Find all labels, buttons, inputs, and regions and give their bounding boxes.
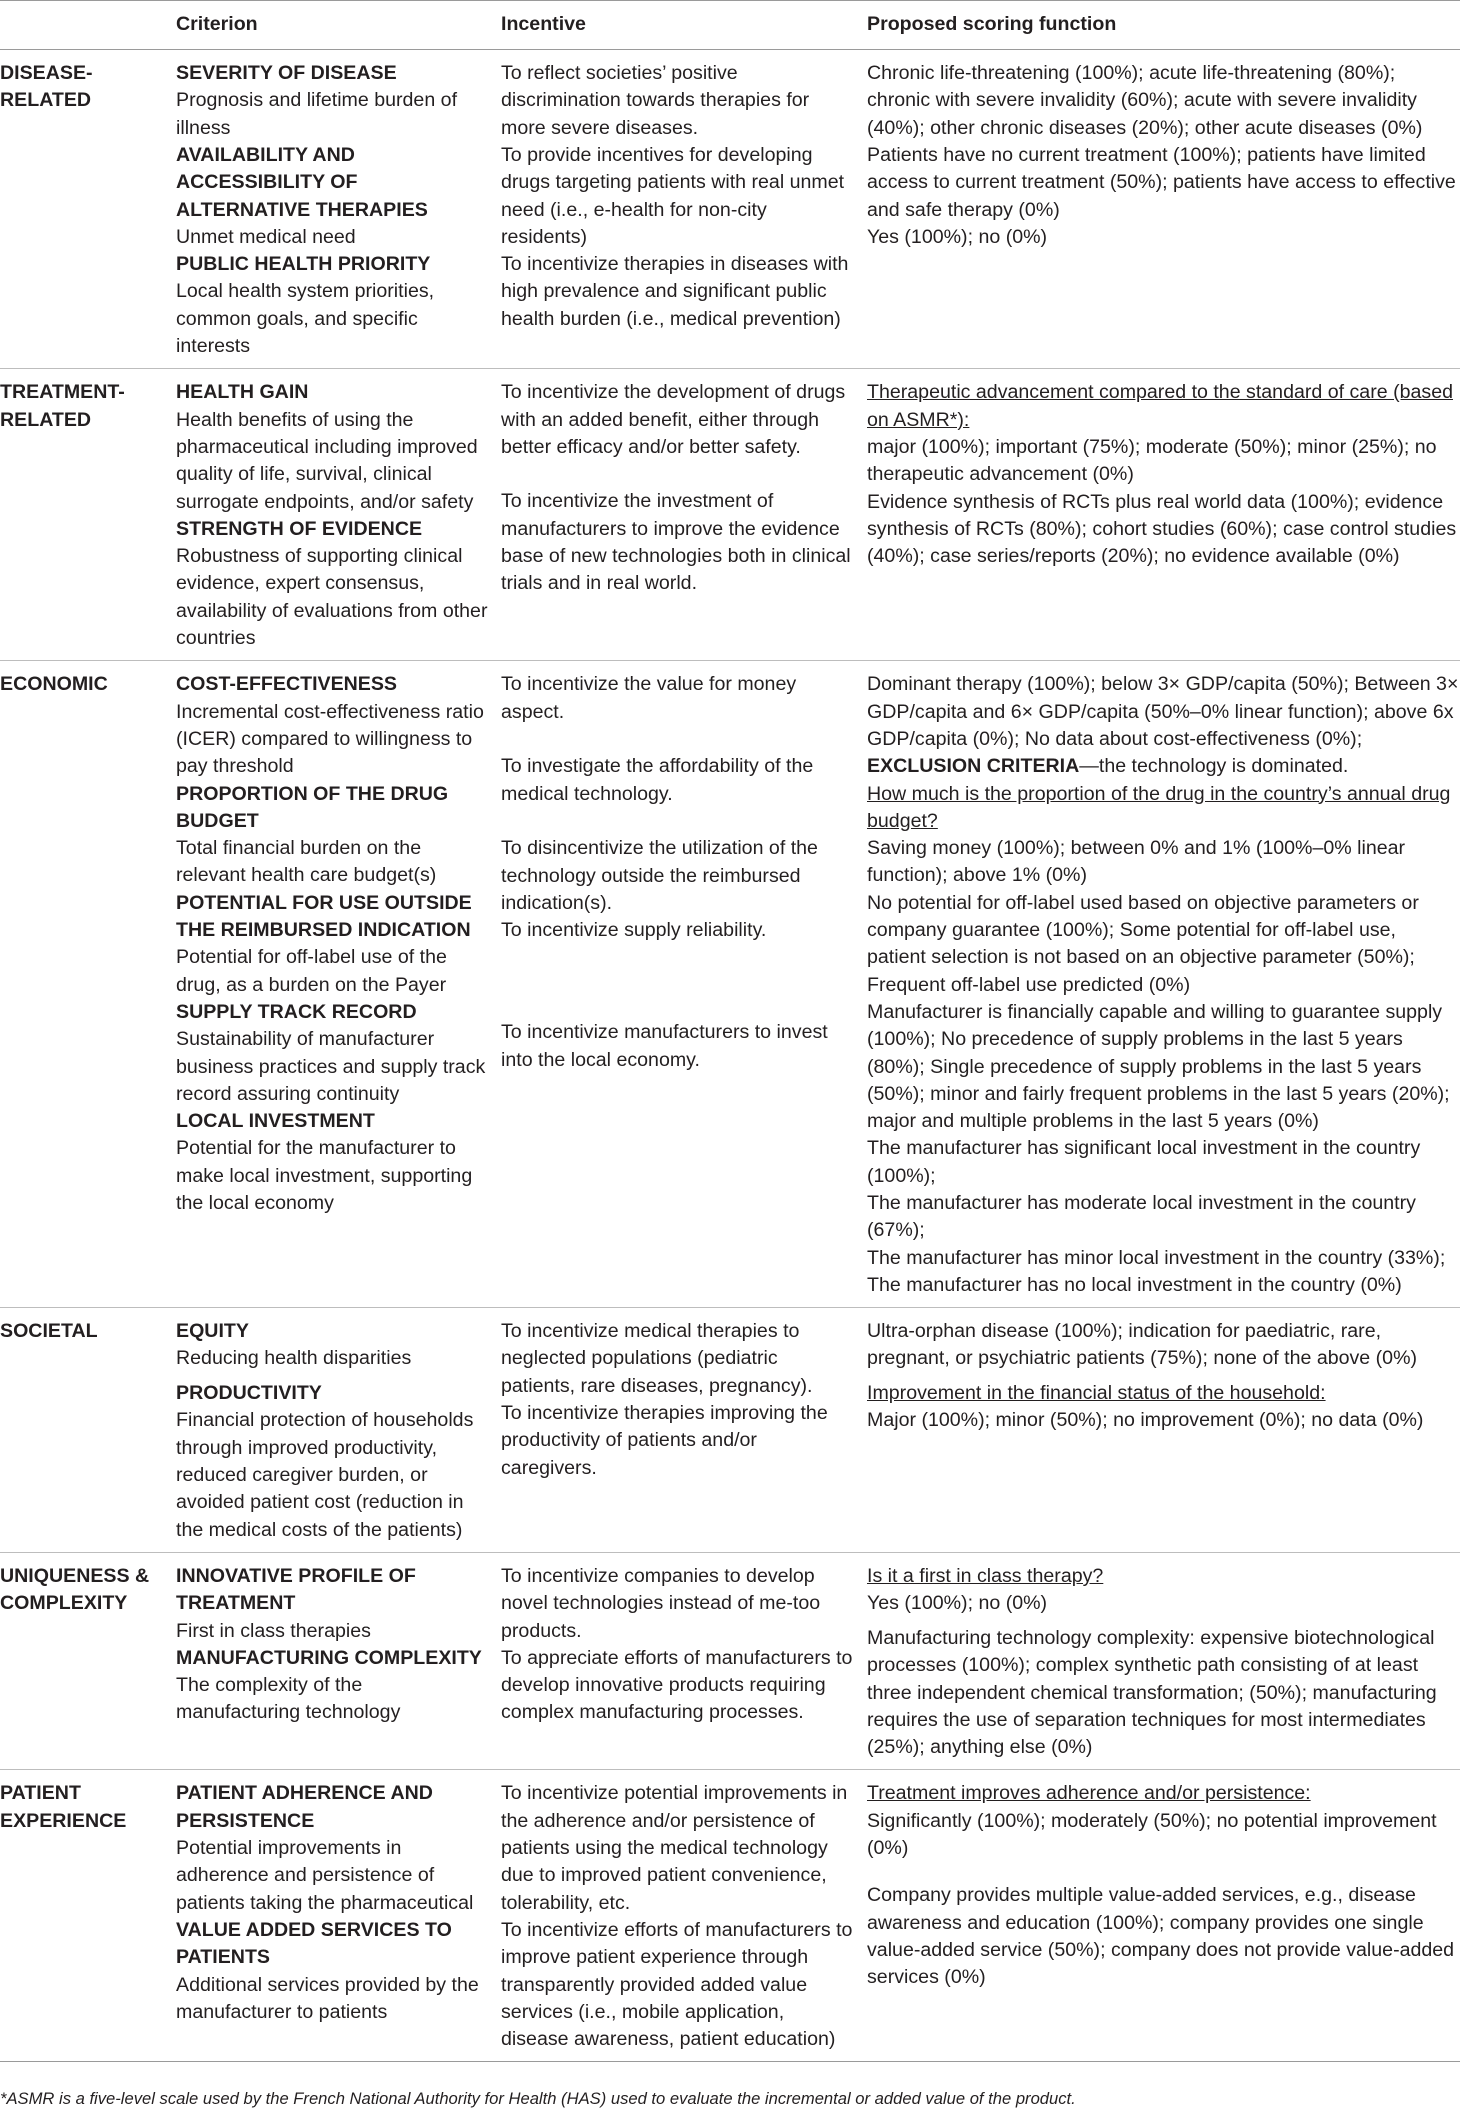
scoring-item — [867, 1135, 1460, 1299]
criterion-name: STRENGTH OF EVIDENCE — [176, 517, 423, 540]
scoring-text: Saving money (100%); between 0% and 1% (100%–0% linear function); above 1% (0%) — [867, 837, 1406, 887]
criterion-cell — [176, 50, 501, 369]
criterion-name: PROPORTION OF THE DRUG BUDGET — [176, 782, 449, 832]
criterion-item — [176, 516, 501, 652]
scoring-item — [867, 1882, 1460, 1991]
incentive-text: To appreciate efforts of manufacturers to develop innovative products requiring complex manufacturing processes. — [501, 1646, 853, 1724]
incentive-text: To incentivize therapies in diseases with high prevalence and significant public health burden (i.e., medical prevention) — [501, 253, 849, 330]
criterion-name: POTENTIAL FOR USE OUTSIDE THE REIMBURSED INDICATION — [176, 891, 472, 942]
criterion-item — [176, 781, 501, 890]
criterion-description: Reducing health disparities — [176, 1347, 412, 1370]
incentive-text: To reflect societies’ positive discrimination towards therapies for more severe diseases. — [501, 62, 810, 139]
incentive-text: To incentivize manufacturers to invest into the local economy. — [501, 1021, 828, 1071]
scoring-item — [867, 379, 1460, 488]
criterion-description: Unmet medical need — [176, 225, 356, 248]
category-cell — [0, 1552, 176, 1769]
criterion-description: Prognosis and lifetime burden of illness — [176, 89, 458, 139]
incentive-text: To disincentivize the utilization of the technology outside the reimbursed indication(s). — [501, 837, 818, 914]
criterion-item — [176, 251, 501, 360]
header-scoring: Proposed scoring function — [867, 1, 1460, 50]
criterion-item — [176, 142, 501, 251]
criterion-name: INNOVATIVE PROFILE OF TREATMENT — [176, 1564, 416, 1615]
criterion-item — [176, 1108, 501, 1233]
criterion-name: PATIENT ADHERENCE AND PERSISTENCE — [176, 1782, 433, 1832]
header-incentive: Incentive — [501, 1, 867, 50]
incentive-text: To incentivize the investment of manufacturers to improve the evidence base of new technologies both in clinical trials and in real world. — [501, 490, 851, 595]
criterion-description: Local health system priorities, common goals, and specific interests — [176, 280, 435, 358]
scoring-text: The manufacturer has minor local investment in the country (33%); — [867, 1246, 1446, 1269]
scoring-text: Major (100%); minor (50%); no improvement (0%); no data (0%) — [867, 1409, 1424, 1432]
scoring-cell — [867, 50, 1460, 369]
scoring-text: The manufacturer has significant local investment in the country (100%); — [867, 1137, 1421, 1187]
scoring-text: Therapeutic advancement compared to the standard of care (based on ASMR*): — [867, 381, 1453, 431]
criterion-cell — [176, 369, 501, 661]
criterion-description: Robustness of supporting clinical evidence, expert consensus, availability of evaluations from other countries — [176, 545, 488, 650]
incentive-cell — [501, 1770, 867, 2062]
category-label: ECONOMIC — [0, 673, 108, 696]
scoring-emphasis: EXCLUSION CRITERIA — [867, 755, 1080, 778]
category-cell — [0, 661, 176, 1308]
incentive-text: To incentivize potential improvements in the adherence and/or persistence of patients using the medical technology due to improved patient convenience, tolerability, etc. — [501, 1782, 848, 1914]
scoring-item — [867, 1780, 1460, 1882]
criterion-description: First in class therapies — [176, 1619, 371, 1642]
criterion-name: SEVERITY OF DISEASE — [176, 62, 397, 84]
incentive-cell — [501, 661, 867, 1308]
category-label: TREATMENT-RELATED — [0, 381, 125, 431]
scoring-item — [867, 999, 1460, 1135]
criterion-item — [176, 890, 501, 999]
group-row — [0, 50, 1460, 369]
scoring-text: Is it a first in class therapy? — [867, 1564, 1104, 1587]
incentive-text: To incentivize medical therapies to neglected populations (pediatric patients, rare diseases, pregnancy). — [501, 1320, 813, 1397]
scoring-text: Yes (100%); no (0%) — [867, 1592, 1048, 1615]
criterion-name: HEALTH GAIN — [176, 381, 309, 404]
scoring-item — [867, 142, 1460, 224]
criterion-description: Potential for off-label use of the drug, as a burden on the Payer — [176, 946, 447, 996]
criterion-description: The complexity of the manufacturing technology — [176, 1674, 401, 1724]
scoring-text: Dominant therapy (100%); below 3× GDP/capita (50%); Between 3× GDP/capita and 6× GDP/capita (50%–0% linear function); above 6x GDP/capita (0%); No data about cost-effectiveness (0%); — [867, 673, 1459, 750]
category-cell — [0, 1308, 176, 1553]
scoring-text: Improvement in the financial status of the household: — [867, 1382, 1326, 1405]
criterion-name: LOCAL INVESTMENT — [176, 1110, 375, 1133]
scoring-text: Patients have no current treatment (100%); patients have limited access to current treatment (50%); patients have access to effective and safe therapy (0%) — [867, 144, 1456, 221]
scoring-text: Evidence synthesis of RCTs plus real world data (100%); evidence synthesis of RCTs (80%); cohort studies (60%); case control studies (40%); case series/reports (20%); no evidence available (0%) — [867, 490, 1457, 568]
category-label: UNIQUENESS & COMPLEXITY — [0, 1564, 150, 1615]
scoring-cell — [867, 1770, 1460, 2062]
incentive-cell — [501, 369, 867, 661]
scoring-text: Company provides multiple value-added services, e.g., disease awareness and education (100%); company provides one single value-added service (50%); company does not provide value-added services (0%) — [867, 1884, 1455, 1989]
scoring-cell — [867, 661, 1460, 1308]
criterion-description: Potential improvements in adherence and persistence of patients taking the pharmaceutical — [176, 1837, 474, 1914]
scoring-item — [867, 224, 1460, 306]
scoring-item — [867, 781, 1460, 890]
criterion-name: EQUITY — [176, 1320, 249, 1343]
scoring-text: Manufacturing technology complexity: expensive biotechnological processes (100%); complex synthetic path consisting of at least three independent chemical transformation; (50%); manufacturing requires the use of separation techniques for most intermediates (25%); anything else (0%) — [867, 1626, 1437, 1759]
scoring-item — [867, 671, 1460, 780]
criterion-item — [176, 1645, 501, 1747]
category-cell — [0, 1770, 176, 2062]
criterion-description: Potential for the manufacturer to make local investment, supporting the local economy — [176, 1137, 473, 1214]
table-body — [0, 50, 1460, 2062]
header-blank — [0, 1, 176, 50]
incentive-text: To incentivize efforts of manufacturers to improve patient experience through transparently provided added value services (i.e., mobile application, disease awareness, patient education) — [501, 1918, 853, 2051]
criterion-item — [176, 379, 501, 515]
criterion-description: Health benefits of using the pharmaceutical including improved quality of life, survival, clinical surrogate endpoints, and/or safety — [176, 408, 478, 513]
category-label: DISEASE-RELATED — [0, 62, 93, 112]
scoring-cell — [867, 369, 1460, 661]
group-row — [0, 369, 1460, 661]
scoring-item — [867, 1380, 1460, 1503]
criterion-item — [176, 1917, 501, 2026]
criterion-name: COST-EFFECTIVENESS — [176, 673, 398, 696]
header-row — [0, 1, 1460, 50]
group-row — [0, 1552, 1460, 1769]
criterion-description: Financial protection of households through improved productivity, reduced caregiver burden, or avoided patient cost (reduction in the medical costs of the patients) — [176, 1409, 474, 1541]
incentive-cell — [501, 1308, 867, 1553]
scoring-item — [867, 1625, 1460, 1761]
scoring-cell — [867, 1552, 1460, 1769]
group-row — [0, 661, 1460, 1308]
scoring-text: Treatment improves adherence and/or persistence: — [867, 1782, 1311, 1805]
criterion-item — [176, 1318, 501, 1380]
category-label: PATIENT EXPERIENCE — [0, 1782, 127, 1832]
scoring-text: How much is the proportion of the drug in the country’s annual drug budget? — [867, 782, 1451, 832]
criterion-item — [176, 671, 501, 780]
criterion-cell — [176, 1552, 501, 1769]
incentive-cell — [501, 50, 867, 369]
scoring-text: Manufacturer is financially capable and willing to guarantee supply (100%); No precedence of supply problems in the last 5 years (80%); Single precedence of supply problems in the last 5 years (50%); minor and fairly frequent problems in the last 5 years (20%); major and multiple problems in the last 5 years (0%) — [867, 1000, 1450, 1133]
scoring-item — [867, 489, 1460, 598]
criterion-item — [176, 999, 501, 1108]
criterion-name: AVAILABILITY AND ACCESSIBILITY OF ALTERNATIVE THERAPIES — [176, 144, 428, 221]
category-label: SOCIETAL — [0, 1320, 98, 1343]
criterion-item — [176, 1563, 501, 1645]
criterion-cell — [176, 661, 501, 1308]
incentive-text: To investigate the affordability of the medical technology. — [501, 755, 814, 805]
criterion-item — [176, 1380, 501, 1544]
incentive-text: To incentivize supply reliability. — [501, 919, 767, 942]
scoring-text — [867, 753, 1460, 780]
incentive-text: To incentivize the development of drugs with an added benefit, either through better efficacy and/or better safety. — [501, 381, 846, 458]
scoring-text: The manufacturer has no local investment in the country (0%) — [867, 1273, 1402, 1296]
group-row — [0, 1308, 1460, 1553]
scoring-item — [867, 60, 1460, 142]
incentive-text: To incentivize the value for money aspect. — [501, 673, 797, 723]
incentive-cell — [501, 1552, 867, 1769]
footnote: *ASMR is a five-level scale used by the French National Authority for Health (HAS) used to evaluate the incremental or added value of the product. — [0, 2089, 1076, 2108]
scoring-item — [867, 890, 1460, 999]
criterion-description: Total financial burden on the relevant health care budget(s) — [176, 837, 437, 887]
criterion-item — [176, 60, 501, 142]
scoring-item — [867, 1563, 1460, 1625]
scoring-text: Yes (100%); no (0%) — [867, 226, 1048, 248]
criterion-description: Additional services provided by the manufacturer to patients — [176, 1973, 479, 2023]
criterion-cell — [176, 1308, 501, 1553]
incentive-text: To provide incentives for developing drugs targeting patients with real unmet need (i.e., e-health for non-city residents) — [501, 144, 845, 248]
scoring-text: The manufacturer has moderate local investment in the country (67%); — [867, 1191, 1416, 1242]
category-cell — [0, 50, 176, 369]
scoring-item — [867, 1318, 1460, 1380]
incentive-text: To incentivize therapies improving the productivity of patients and/or caregivers. — [501, 1402, 828, 1479]
criterion-name: SUPPLY TRACK RECORD — [176, 1000, 417, 1023]
scoring-text: major (100%); important (75%); moderate (50%); minor (25%); no therapeutic advancement (0%) — [867, 435, 1437, 486]
group-row — [0, 1770, 1460, 2062]
criterion-name: MANUFACTURING COMPLEXITY — [176, 1646, 482, 1669]
criterion-item — [176, 1780, 501, 1916]
criterion-name: PRODUCTIVITY — [176, 1382, 322, 1405]
category-cell — [0, 369, 176, 661]
criterion-name: VALUE ADDED SERVICES TO PATIENTS — [176, 1918, 452, 1969]
scoring-text-tail: —the technology is dominated. — [1079, 755, 1349, 778]
scoring-text: Ultra-orphan disease (100%); indication for paediatric, rare, pregnant, or psychiatric patients (75%); none of the above (0%) — [867, 1320, 1418, 1370]
incentive-text: To incentivize companies to develop novel technologies instead of me-too products. — [501, 1564, 821, 1642]
criterion-description: Incremental cost-effectiveness ratio (ICER) compared to willingness to pay threshold — [176, 700, 484, 778]
scoring-text: Chronic life-threatening (100%); acute life-threatening (80%); chronic with severe invalidity (60%); acute with severe invalidity (40%); other chronic diseases (20%); other acute diseases (0%) — [867, 62, 1423, 139]
scoring-text: Significantly (100%); moderately (50%); no potential improvement (0%) — [867, 1809, 1437, 1860]
criterion-cell — [176, 1770, 501, 2062]
scoring-cell — [867, 1308, 1460, 1553]
criterion-name: PUBLIC HEALTH PRIORITY — [176, 253, 431, 276]
scoring-text: No potential for off-label used based on objective parameters or company guarantee (100%); Some potential for off-label use, patient selection is not based on an objective parameter (50%); Frequent off-label use predicted (0%) — [867, 891, 1419, 996]
header-criterion: Criterion — [176, 1, 501, 50]
criterion-description: Sustainability of manufacturer business practices and supply track record assuring continuity — [176, 1028, 486, 1105]
